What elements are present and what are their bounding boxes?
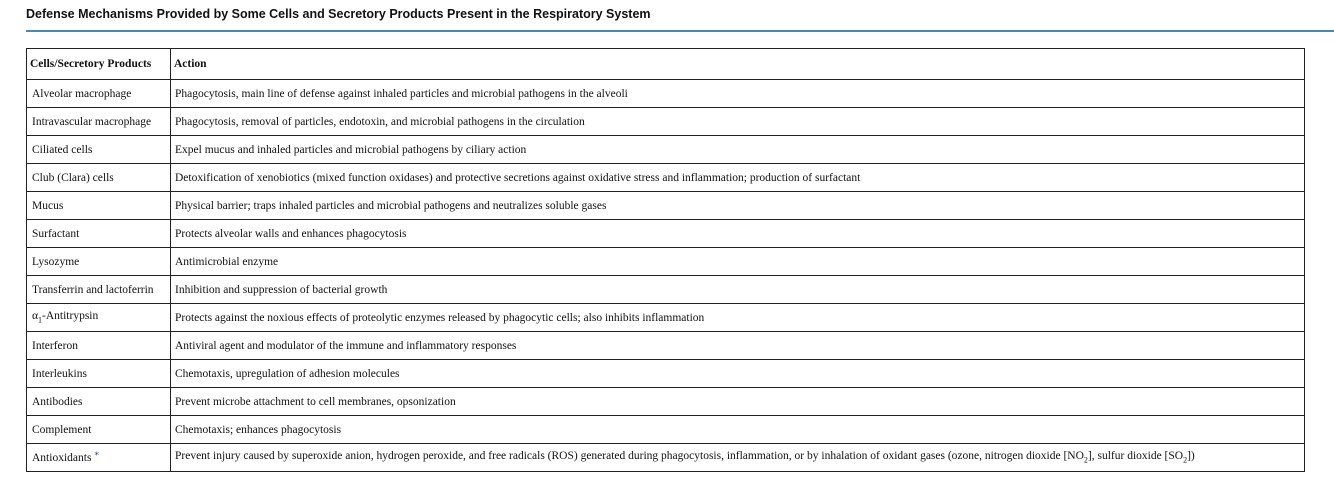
row-cell-name: Surfactant	[27, 220, 171, 248]
row-cell-name: Antibodies	[27, 388, 171, 416]
row-cell-name: Ciliated cells	[27, 136, 171, 164]
row-action: Prevent microbe attachment to cell membranes, opsonization	[171, 388, 1305, 416]
table-row	[27, 248, 1305, 276]
row-action: Chemotaxis, upregulation of adhesion molecules	[171, 360, 1305, 388]
table-row	[27, 220, 1305, 248]
row-cell-name: Mucus	[27, 192, 171, 220]
row-action: Expel mucus and inhaled particles and microbial pathogens by ciliary action	[171, 136, 1305, 164]
action-text-b: ], sulfur dioxide [SO	[1087, 450, 1184, 463]
row-action: Chemotaxis; enhances phagocytosis	[171, 416, 1305, 444]
row-cell-name	[27, 444, 171, 472]
table-row	[27, 192, 1305, 220]
alpha-symbol: α	[32, 310, 39, 323]
table-row	[27, 304, 1305, 332]
row-action: Physical barrier; traps inhaled particles and microbial pathogens and neutralizes soluble gases	[171, 192, 1305, 220]
row-cell-name	[27, 304, 171, 332]
column-header-cells: Cells/Secretory Products	[27, 49, 171, 80]
so2-subscript: 2	[1183, 455, 1188, 465]
table-row	[27, 444, 1305, 472]
table-row	[27, 276, 1305, 304]
row-cell-name: Intravascular macrophage	[27, 108, 171, 136]
footnote-link[interactable]: *	[94, 450, 99, 461]
row-action: Phagocytosis, main line of defense against inhaled particles and microbial pathogens in the alveoli	[171, 80, 1305, 108]
row-cell-name: Complement	[27, 416, 171, 444]
no2-subscript: 2	[1083, 455, 1088, 465]
row-cell-name: Club (Clara) cells	[27, 164, 171, 192]
table-row	[27, 360, 1305, 388]
antioxidants-label: Antioxidants	[32, 451, 92, 464]
caption-divider	[26, 30, 1334, 32]
table-row	[27, 388, 1305, 416]
row-action: Inhibition and suppression of bacterial growth	[171, 276, 1305, 304]
row-cell-name: Interferon	[27, 332, 171, 360]
row-action: Antiviral agent and modulator of the immune and inflammatory responses	[171, 332, 1305, 360]
row-action: Antimicrobial enzyme	[171, 248, 1305, 276]
table-row	[27, 136, 1305, 164]
table-caption: Defense Mechanisms Provided by Some Cells and Secretory Products Present in the Respiratory System	[26, 7, 651, 21]
row-cell-name: Lysozyme	[27, 248, 171, 276]
defense-mechanisms-table	[26, 48, 1305, 472]
table-row	[27, 164, 1305, 192]
table-row	[27, 80, 1305, 108]
row-action: Detoxification of xenobiotics (mixed function oxidases) and protective secretions against oxidative stress and inflammation; production of surfactant	[171, 164, 1305, 192]
row-cell-name: Alveolar macrophage	[27, 80, 171, 108]
row-action	[171, 444, 1305, 472]
table-row	[27, 416, 1305, 444]
antitrypsin-text: -Antitrypsin	[42, 310, 99, 323]
row-action: Protects alveolar walls and enhances phagocytosis	[171, 220, 1305, 248]
column-header-action: Action	[171, 49, 1305, 80]
table-row	[27, 332, 1305, 360]
table-row	[27, 108, 1305, 136]
row-action: Phagocytosis, removal of particles, endotoxin, and microbial pathogens in the circulation	[171, 108, 1305, 136]
action-text-a: Prevent injury caused by superoxide anion, hydrogen peroxide, and free radicals (ROS) generated during phagocytosis, inflammation, or by inhalation of oxidant gases (ozone, nitrogen dioxide [NO	[175, 450, 1084, 463]
row-cell-name: Interleukins	[27, 360, 171, 388]
row-cell-name: Transferrin and lactoferrin	[27, 276, 171, 304]
row-action: Protects against the noxious effects of proteolytic enzymes released by phagocytic cells; also inhibits inflammation	[171, 304, 1305, 332]
subscript-1: 1	[38, 315, 43, 325]
table-header-row	[27, 49, 1305, 80]
action-text-c: ])	[1187, 450, 1195, 463]
